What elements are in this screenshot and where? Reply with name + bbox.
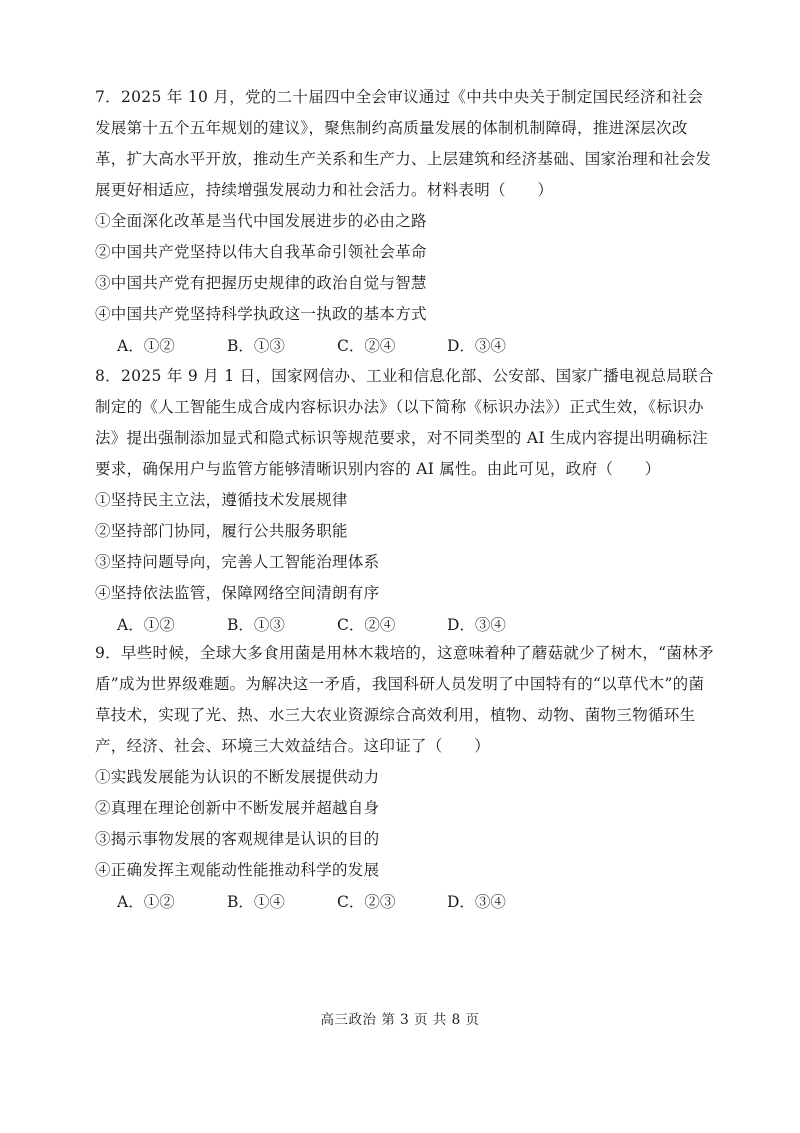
choice-b: B．①④ bbox=[227, 893, 285, 911]
question-8 bbox=[95, 361, 715, 641]
choice-b: B．①③ bbox=[227, 337, 285, 355]
question-7 bbox=[95, 82, 715, 362]
answer-choices bbox=[95, 886, 715, 918]
option-statement: ②真理在理论创新中不断发展并超越自身 bbox=[95, 799, 380, 817]
option-statement: ②坚持部门协同，履行公共服务职能 bbox=[95, 522, 348, 540]
choice-a: A．①② bbox=[117, 893, 175, 911]
option-statement: ④正确发挥主观能动性能推动科学的发展 bbox=[95, 861, 380, 879]
choice-d: D．③④ bbox=[447, 337, 506, 355]
choice-b: B．①③ bbox=[227, 616, 285, 634]
option-statement: ①实践发展能为认识的不断发展提供动力 bbox=[95, 768, 380, 786]
option-statement: ①坚持民主立法，遵循技术发展规律 bbox=[95, 491, 348, 509]
option-statement: ③中国共产党有把握历史规律的政治自觉与智慧 bbox=[95, 274, 427, 292]
question-9 bbox=[95, 638, 715, 918]
question-stem: 9．早些时候，全球大多食用菌是用林木栽培的，这意味着种了蘑菇就少了树木，“菌林矛盾”成为世界级难题。为解决这一矛盾，我国科研人员发明了中国特有的“以草代木”的菌草技术，实现了光、热、水三大农业资源综合高效利用，植物、动物、菌物三物循环生产，经济、社会、环境三大效益结合。这印证了（ ） bbox=[95, 644, 714, 755]
option-statement: ④中国共产党坚持科学执政这一执政的基本方式 bbox=[95, 305, 427, 323]
choice-c: C．②④ bbox=[337, 337, 396, 355]
option-statement: ④坚持依法监管，保障网络空间清朗有序 bbox=[95, 584, 380, 602]
choice-a: A．①② bbox=[117, 616, 175, 634]
option-statement: ③坚持问题导向，完善人工智能治理体系 bbox=[95, 553, 380, 571]
answer-choices bbox=[95, 330, 715, 362]
question-stem: 7．2025 年 10 月，党的二十届四中全会审议通过《中共中央关于制定国民经济和社会发展第十五个五年规划的建议》，聚焦制约高质量发展的体制机制障碍，推进深层次改革，扩大高水平开放，推动生产关系和生产力、上层建筑和经济基础、国家治理和社会发展更好相适应，持续增强发展动力和社会活力。材料表明（ ） bbox=[95, 88, 712, 199]
option-statement: ③揭示事物发展的客观规律是认识的目的 bbox=[95, 830, 380, 848]
page-footer: 高三政治 第 3 页 共 8 页 bbox=[320, 1012, 480, 1028]
question-stem: 8．2025 年 9 月 1 日，国家网信办、工业和信息化部、公安部、国家广播电视总局联合制定的《人工智能生成合成内容标识办法》（以下简称《标识办法》）正式生效，《标识办法》提出强制添加显式和隐式标识等规范要求，对不同类型的 AI 生成内容提出明确标注要求，确保用户与监管方能够清晰识别内容的 AI 属性。由此可见，政府（ ） bbox=[95, 367, 714, 478]
option-statement: ②中国共产党坚持以伟大自我革命引领社会革命 bbox=[95, 243, 427, 261]
option-statement: ①全面深化改革是当代中国发展进步的必由之路 bbox=[95, 212, 427, 230]
choice-c: C．②③ bbox=[337, 893, 396, 911]
choice-a: A．①② bbox=[117, 337, 175, 355]
choice-d: D．③④ bbox=[447, 893, 506, 911]
answer-choices bbox=[95, 609, 715, 641]
choice-c: C．②④ bbox=[337, 616, 396, 634]
choice-d: D．③④ bbox=[447, 616, 506, 634]
